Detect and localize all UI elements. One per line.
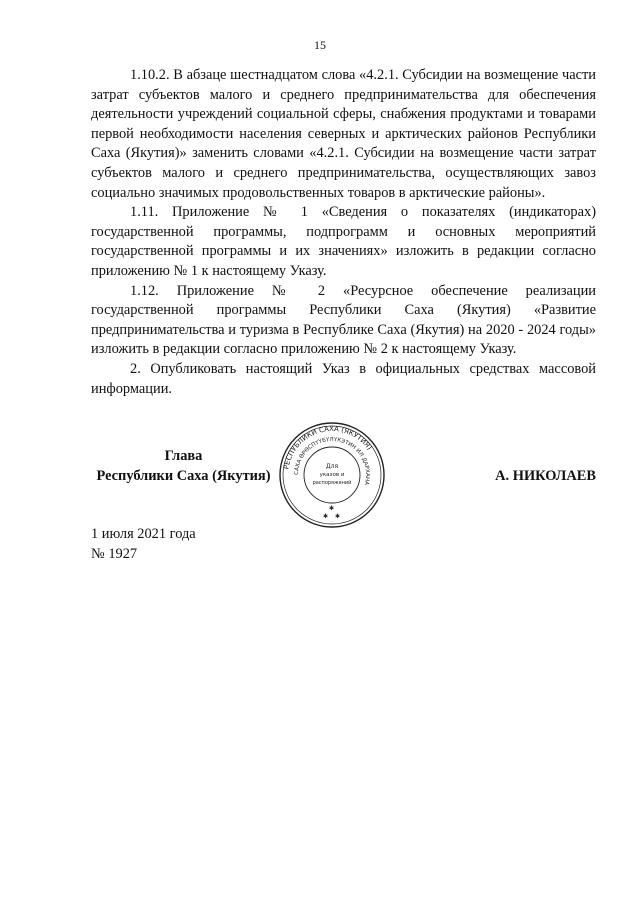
paragraph-1-12: 1.12. Приложение № 2 «Ресурсное обеспечение реализации государственной программы Республики Саха (Якутия) «Развитие предпринимательства и туризма в Республике Саха (Якутия) на 2020 - 2024 годы» изложить в редакции согласно приложению № 2 к настоящему Указу. — [91, 282, 596, 358]
paragraph-1-11: 1.11. Приложение № 1 «Сведения о показателях (индикаторах) государственной программы, подпрограмм и основных мероприятий государственной программы и их значениях» изложить в редакции согласно приложению № 1 к настоящему Указу. — [91, 204, 596, 279]
seal-star-icon: ✱ — [323, 513, 329, 520]
page-number: 15 — [314, 38, 326, 52]
decree-number: № 1927 — [91, 546, 138, 562]
paragraph-1-10-2: 1.10.2. В абзаце шестнадцатом слова «4.2.1. Субсидии на возмещение части затрат субъектов малого и среднего предпринимательства для обеспечения деятельности учреждений социальной сферы, снабжения продуктами и товарами первой необходимости населения северных и арктических районов Республики Саха (Якутия)» заменить словами «4.2.1. Субсидии на возмещение части затрат субъектов малого и среднего предпринимательства, осуществляющих завоз социально значимых продовольственных товаров в арктические районы». — [91, 67, 596, 201]
decree-meta — [91, 524, 196, 564]
decree-body — [91, 66, 596, 399]
official-seal — [277, 420, 387, 530]
seal-star-icon: ✱ — [329, 505, 335, 512]
signatory-title-line-2: Республики Саха (Якутия) — [96, 468, 271, 484]
signatory-title — [91, 446, 276, 486]
seal-center-line-2: указов и — [319, 472, 345, 478]
seal-center-line-1: Для — [325, 463, 339, 470]
paragraph-2: 2. Опубликовать настоящий Указ в официальных средствах массовой информации. — [91, 360, 596, 397]
seal-outer-text: РЕСПУБЛИКИ САХА (ЯКУТИЯ) — [282, 424, 374, 470]
signatory-name: А. НИКОЛАЕВ — [495, 468, 596, 484]
seal-center-line-3: распоряжений — [312, 480, 352, 486]
seal-inner-text: САХА ӨРӨСПҮҮБҮЛҮКЭТИН ИЛ ДАРХАНА — [293, 436, 371, 486]
signatory-title-line-1: Глава — [164, 448, 203, 464]
decree-date: 1 июля 2021 года — [91, 526, 196, 542]
signature-block — [91, 418, 596, 528]
seal-star-icon: ✱ — [335, 513, 341, 520]
